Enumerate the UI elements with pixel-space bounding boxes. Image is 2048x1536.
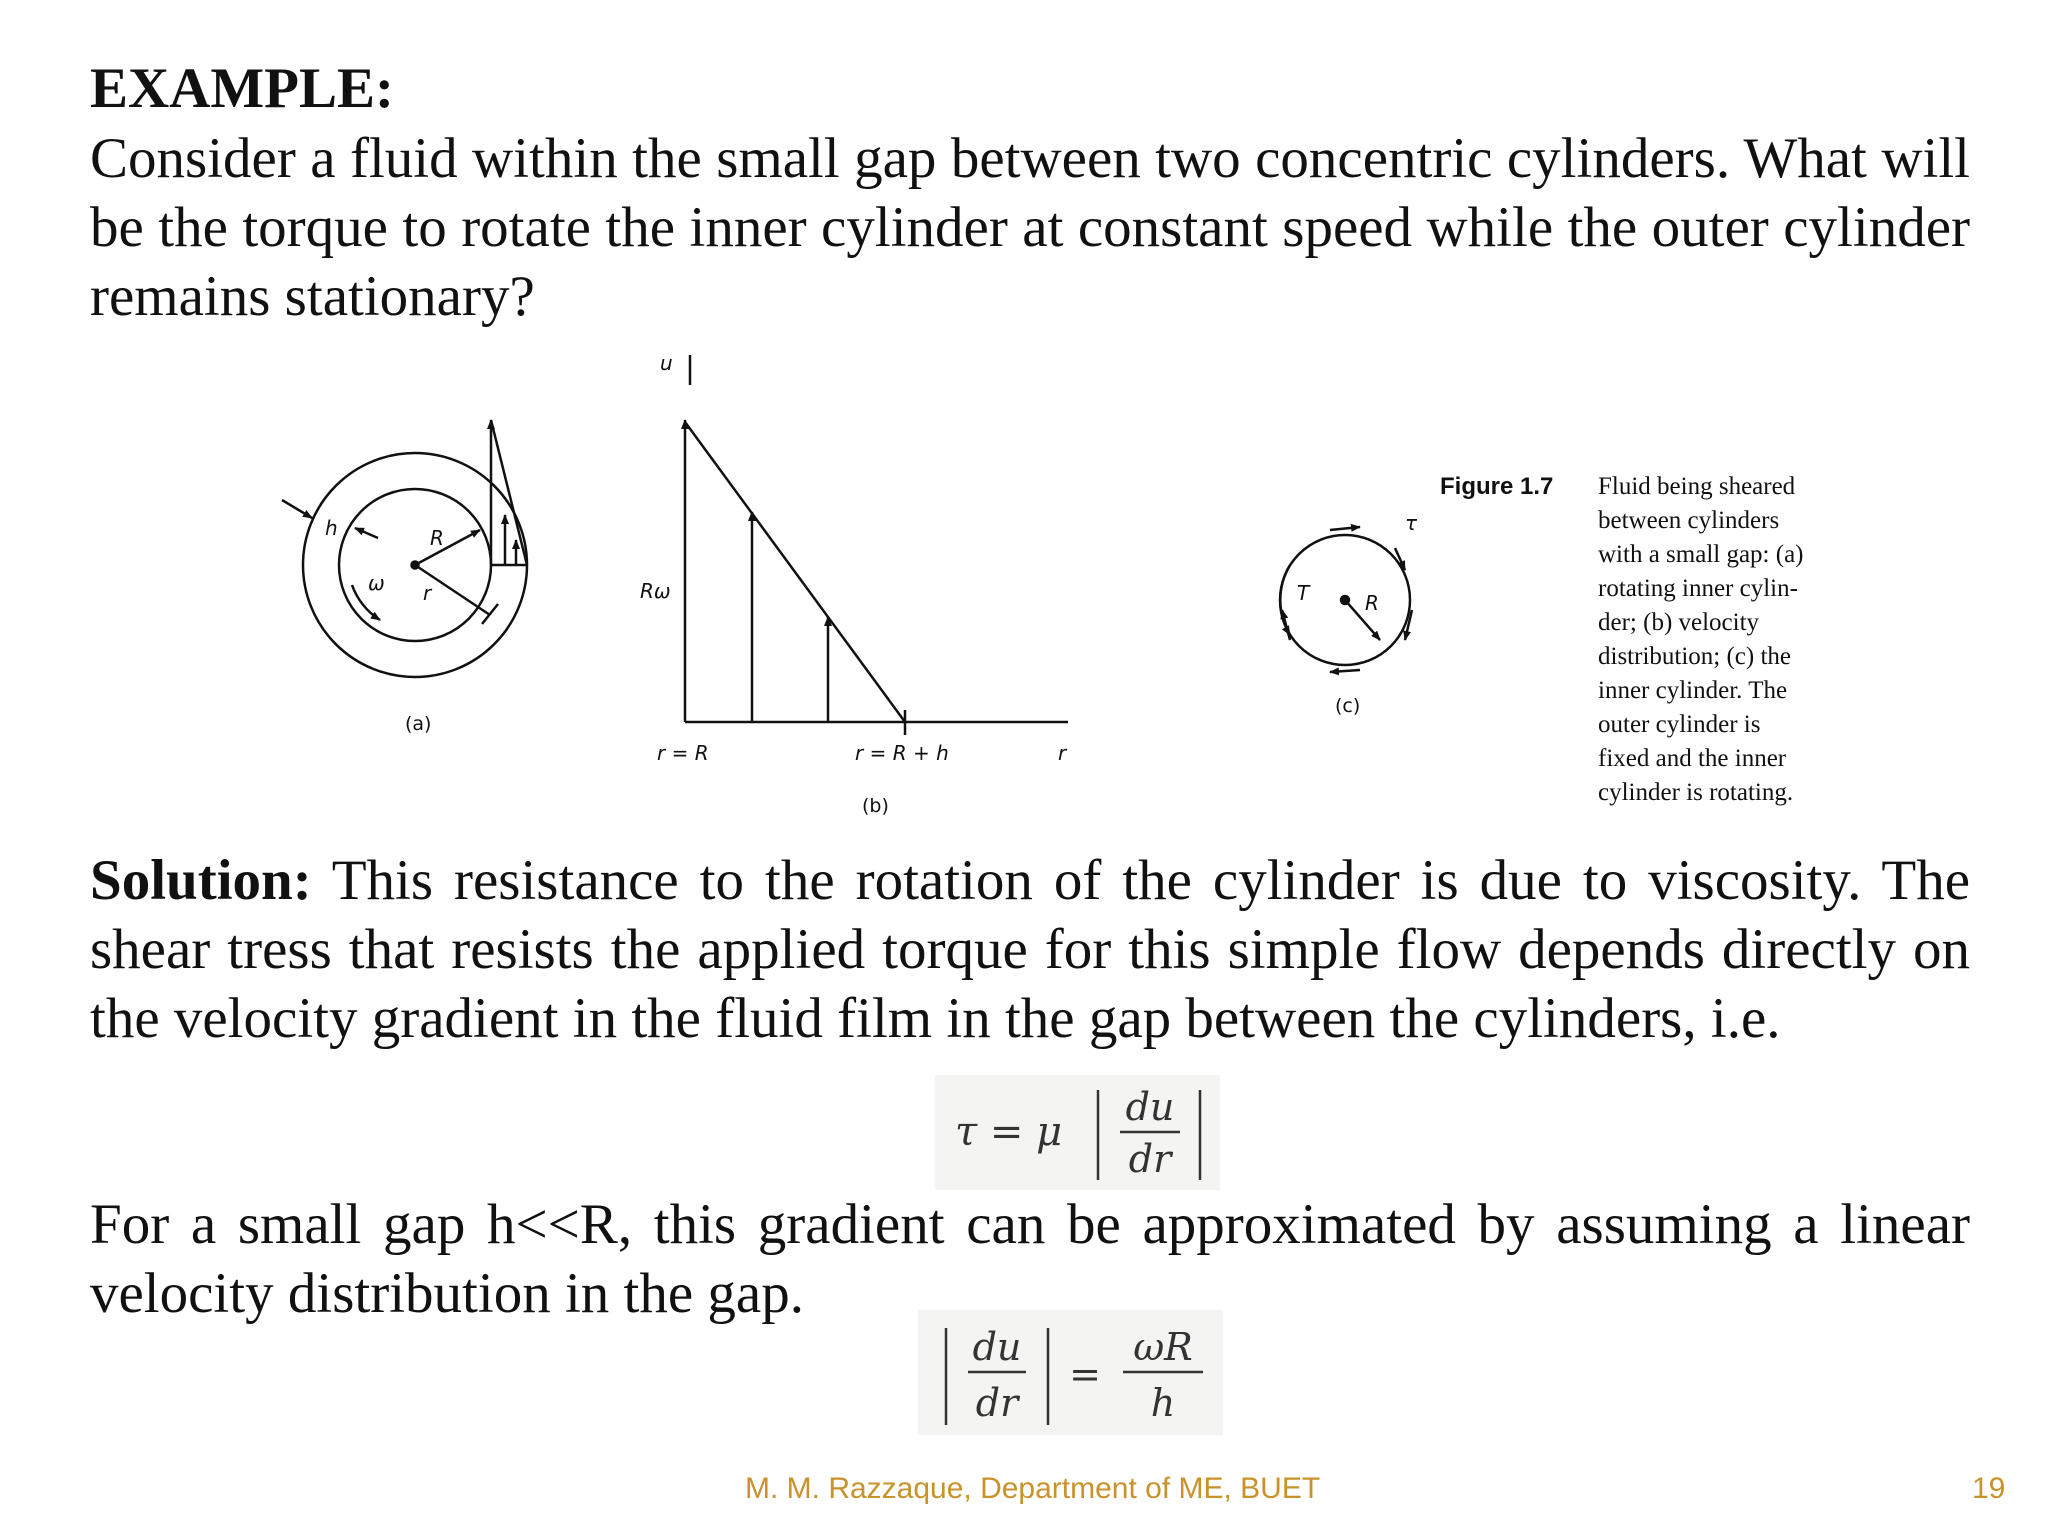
equation-shear-stress	[935, 1075, 1220, 1190]
fig-c-tau-label: τ	[1405, 511, 1418, 535]
fig-a-label: (a)	[405, 713, 432, 735]
equation-linear-gradient	[918, 1310, 1223, 1435]
footer-author: M. M. Razzaque, Department of ME, BUET	[745, 1472, 1321, 1505]
eq2-numerator: du	[972, 1325, 1022, 1369]
fig-b-Rw-label: Rω	[640, 579, 671, 603]
fig-b-label: (b)	[862, 795, 889, 817]
fig-c-R-label: R	[1365, 591, 1379, 615]
page-number: 19	[1972, 1472, 2006, 1505]
fig-b-r-eq-Rh-label: r = R + h	[855, 741, 949, 765]
caption-line: distribution; (c) the	[1598, 643, 1792, 670]
eq2-rhs-denominator: h	[1150, 1381, 1176, 1425]
fig-b-u-label: u	[660, 351, 673, 375]
caption-line: der; (b) velocity	[1598, 609, 1760, 636]
eq1-lhs: τ = μ	[955, 1109, 1063, 1155]
eq2-denominator: dr	[975, 1381, 1019, 1425]
caption-title: Figure 1.7	[1440, 473, 1554, 500]
solution-label: Solution:	[90, 849, 312, 912]
caption-line: fixed and the inner	[1598, 745, 1787, 772]
fig-c-label: (c)	[1335, 695, 1361, 717]
figure-a-cylinders	[282, 420, 527, 677]
eq2-rhs-numerator: ωR	[1133, 1325, 1193, 1369]
problem-statement: Consider a fluid within the small gap between two concentric cylinders. What will be the torque to rotate the inner cylinder at constant speed while the outer cylinder remains stationary?	[90, 127, 1970, 328]
fig-a-R-label: R	[430, 526, 444, 550]
caption-line: rotating inner cylin-	[1598, 575, 1798, 602]
fig-b-r-label: r	[1058, 741, 1067, 765]
caption-line: cylinder is rotating.	[1598, 779, 1794, 806]
solution-paragraph	[90, 846, 1970, 1053]
fig-a-h-label: h	[325, 516, 338, 540]
caption-line: between cylinders	[1598, 507, 1780, 534]
fig-c-T-label: T	[1297, 581, 1310, 605]
caption-line: with a small gap: (a)	[1598, 541, 1804, 568]
eq2-equals: =	[1069, 1352, 1101, 1396]
fig-a-r-label: r	[423, 581, 432, 605]
eq1-numerator: du	[1125, 1085, 1175, 1129]
fig-b-r-eq-R-label: r = R	[657, 741, 709, 765]
solution-text: This resistance to the rotation of the cylinder is due to viscosity. The shear tress that resists the applied torque for this simple flow depends directly on the velocity gradient in the fluid film in the gap between the cylinders, i.e.	[90, 849, 1970, 1050]
figure-b-velocity-profile	[685, 355, 1068, 735]
caption-line: Fluid being sheared	[1598, 473, 1796, 500]
caption-line: outer cylinder is	[1598, 711, 1761, 738]
approximation-paragraph: For a small gap h<<R, this gradient can be approximated by assuming a linear velocity distribution in the gap.	[90, 1193, 1970, 1325]
fig-a-omega-label: ω	[368, 571, 385, 595]
eq1-denominator: dr	[1128, 1137, 1172, 1181]
example-heading: EXAMPLE:	[90, 57, 394, 120]
caption-line: inner cylinder. The	[1598, 677, 1788, 704]
